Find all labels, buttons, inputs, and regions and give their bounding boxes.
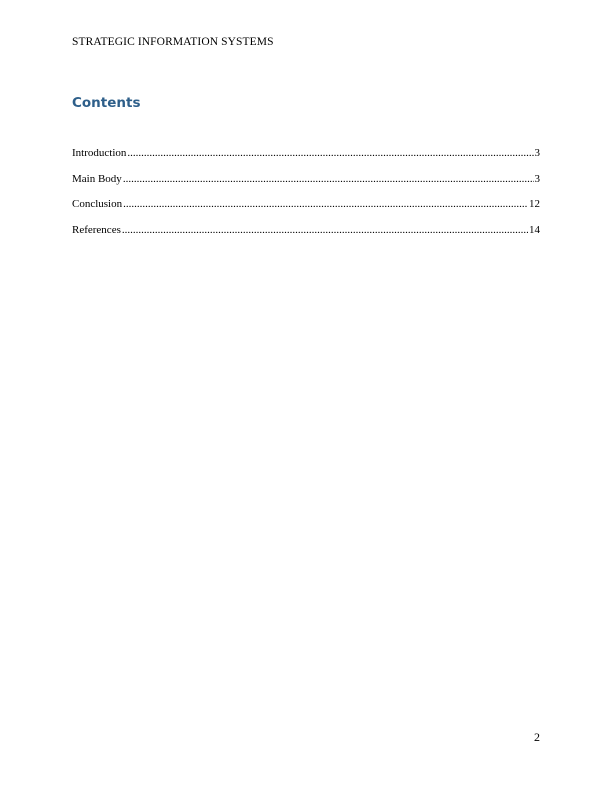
- running-header: STRATEGIC INFORMATION SYSTEMS: [72, 36, 274, 48]
- toc-entry-page: 3: [534, 172, 540, 185]
- toc-dot-leader: [123, 172, 534, 186]
- toc-entry-label: Conclusion: [72, 198, 123, 211]
- toc-entry-label: References: [72, 224, 121, 237]
- toc-entry-label: Main Body: [72, 172, 122, 185]
- toc-dot-leader: [123, 197, 528, 211]
- table-of-contents: [72, 146, 540, 249]
- toc-entry-main-body[interactable]: [72, 172, 540, 198]
- toc-entry-conclusion[interactable]: [72, 197, 540, 223]
- toc-entry-label: Introduction: [72, 147, 127, 159]
- toc-title: Contents: [72, 95, 141, 111]
- page-number: 2: [534, 730, 540, 744]
- toc-entry-page: 14: [529, 224, 540, 237]
- toc-entry-page: 3: [534, 147, 540, 159]
- toc-entry-page: 12: [529, 198, 540, 211]
- toc-entry-introduction[interactable]: [72, 146, 540, 172]
- toc-dot-leader: [122, 223, 528, 237]
- toc-dot-leader: [127, 146, 533, 160]
- toc-entry-references[interactable]: [72, 223, 540, 249]
